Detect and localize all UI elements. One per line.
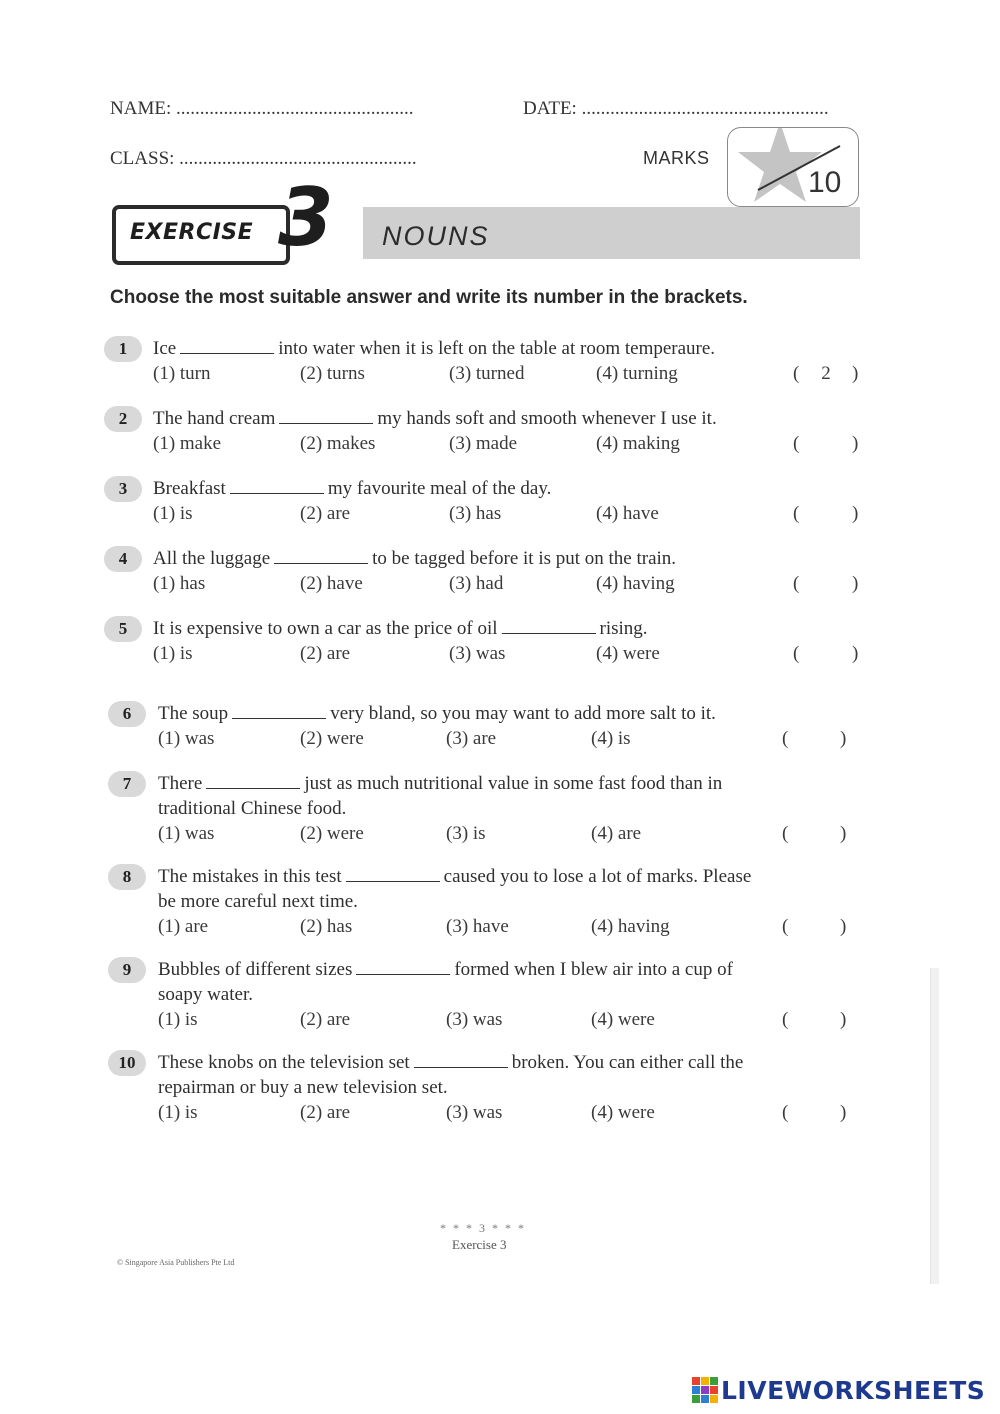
stem-text-before-blank: Ice [153, 338, 177, 359]
stem-text-after-blank: broken. You can either call the [511, 1052, 744, 1073]
date-field [523, 98, 829, 120]
answer-option: (2) are [300, 1102, 351, 1123]
stem-text-before-blank: These knobs on the television set [158, 1052, 410, 1073]
stem-text-before-blank: Bubbles of different sizes [158, 959, 353, 980]
answer-bracket-close: ) [852, 363, 859, 384]
answer-bracket-open: ( [782, 1102, 789, 1123]
question-stem [158, 703, 716, 725]
answer-option: (2) turns [300, 363, 365, 384]
marks-total: 10 [808, 166, 842, 199]
answer-bracket-close: ) [840, 916, 847, 937]
stem-text-after-blank: formed when I blew air into a cup of [454, 959, 733, 980]
answer-blank [230, 479, 324, 494]
stem-text-before-blank: All the luggage [153, 548, 271, 569]
question-number: 1 [104, 336, 142, 362]
question-stem [153, 338, 715, 360]
answer-option: (3) was [446, 1102, 503, 1123]
question-stem-continued: traditional Chinese food. [158, 798, 347, 819]
stem-text-before-blank: The mistakes in this test [158, 866, 342, 887]
answer-option: (3) turned [449, 363, 525, 384]
question-number: 9 [108, 957, 146, 983]
answer-option: (1) turn [153, 363, 211, 384]
answer-option: (4) were [591, 1009, 655, 1030]
stem-text-before-blank: It is expensive to own a car as the price of oil [153, 618, 498, 639]
answer-bracket-open: ( [793, 573, 800, 594]
answer-option: (2) are [300, 643, 351, 664]
question-number: 6 [108, 701, 146, 727]
question-stem [153, 478, 551, 500]
answer-option: (1) are [158, 916, 209, 937]
answer-bracket-close: ) [852, 643, 859, 664]
question-stem-continued: repairman or buy a new television set. [158, 1077, 448, 1098]
answer-option: (3) had [449, 573, 504, 594]
scrollbar[interactable] [930, 968, 939, 1284]
answer-option: (4) were [591, 1102, 655, 1123]
answer-option: (1) is [153, 503, 193, 524]
answer-option: (2) were [300, 823, 364, 844]
answer-option: (1) was [158, 823, 215, 844]
question-number: 10 [108, 1050, 146, 1076]
answer-option: (3) are [446, 728, 497, 749]
question-number: 8 [108, 864, 146, 890]
footer-exercise-label: Exercise 3 [452, 1237, 507, 1252]
class-field [110, 148, 417, 170]
answer-bracket-close: ) [840, 1009, 847, 1030]
instruction-text: Choose the most suitable answer and write its number in the brackets. [110, 287, 748, 308]
answer-blank [279, 409, 373, 424]
exercise-number: 3 [278, 171, 334, 264]
stem-text-after-blank: my hands soft and smooth whenever I use it. [377, 408, 717, 429]
liveworksheets-logo[interactable] [692, 1374, 985, 1406]
section-title: NOUNS [382, 221, 490, 251]
question-number: 3 [104, 476, 142, 502]
answer-option: (2) has [300, 916, 353, 937]
answer-option: (2) were [300, 728, 364, 749]
name-dots: .................................................. [175, 98, 414, 119]
stem-text-before-blank: Breakfast [153, 478, 226, 499]
answer-bracket-close: ) [852, 433, 859, 454]
answer-option: (3) made [449, 433, 518, 454]
date-label: DATE: [523, 98, 577, 119]
answer-bracket-close: ) [840, 728, 847, 749]
date-dots: .................................................... [581, 98, 829, 119]
answer-option: (4) were [596, 643, 660, 664]
answer-bracket-open: ( [782, 728, 789, 749]
question-stem [158, 866, 751, 888]
answer-option: (3) is [446, 823, 486, 844]
answer-blank [346, 867, 440, 882]
answer-bracket-open: ( [782, 916, 789, 937]
answer-blank [356, 960, 450, 975]
answer-option: (3) has [449, 503, 502, 524]
question-stem [158, 959, 733, 981]
question-number: 4 [104, 546, 142, 572]
answer-bracket-open: ( [782, 1009, 789, 1030]
logo-text: LIVEWORKSHEETS [721, 1375, 986, 1405]
answer-option: (3) have [446, 916, 509, 937]
stem-text-after-blank: rising. [599, 618, 648, 639]
answer-option: (1) was [158, 728, 215, 749]
answer-option: (1) make [153, 433, 222, 454]
answer-bracket-open: ( [793, 433, 800, 454]
stem-text-before-blank: The hand cream [153, 408, 276, 429]
question-stem [153, 408, 717, 430]
answer-blank [502, 619, 596, 634]
stem-text-before-blank: There [158, 773, 203, 794]
answer-option: (1) is [158, 1009, 198, 1030]
question-stem-continued: be more careful next time. [158, 891, 358, 912]
page-number: * * * 3 * * * [440, 1221, 526, 1235]
answer-option: (2) have [300, 573, 363, 594]
answer-blank [414, 1053, 508, 1068]
answer-bracket-open: ( [793, 643, 800, 664]
answer-option: (4) having [596, 573, 675, 594]
question-number: 7 [108, 771, 146, 797]
stem-text-after-blank: very bland, so you may want to add more salt to it. [330, 703, 716, 724]
answer-bracket-close: ) [852, 573, 859, 594]
stem-text-before-blank: The soup [158, 703, 229, 724]
answer-blank [232, 704, 326, 719]
copyright-text: © Singapore Asia Publishers Pte Ltd [117, 1258, 235, 1267]
question-number: 2 [104, 406, 142, 432]
logo-icon [692, 1376, 718, 1404]
answer-option: (1) has [153, 573, 206, 594]
question-number: 5 [104, 616, 142, 642]
question-stem [153, 548, 676, 570]
answer-option: (4) have [596, 503, 659, 524]
answer-option: (2) are [300, 1009, 351, 1030]
stem-text-after-blank: to be tagged before it is put on the train. [372, 548, 677, 569]
answer-option: (4) having [591, 916, 670, 937]
exercise-word: EXERCISE [130, 220, 254, 245]
answer-option: (4) are [591, 823, 642, 844]
question-stem-continued: soapy water. [158, 984, 253, 1005]
stem-text-after-blank: just as much nutritional value in some fast food than in [304, 773, 723, 794]
question-stem [153, 618, 648, 640]
class-label: CLASS: [110, 148, 175, 169]
answer-blank [274, 549, 368, 564]
answer-option: (4) is [591, 728, 631, 749]
answer-input[interactable]: 2 [821, 363, 831, 384]
question-stem [158, 773, 722, 795]
answer-bracket-open: ( [793, 363, 800, 384]
answer-option: (1) is [158, 1102, 198, 1123]
answer-bracket-open: ( [793, 503, 800, 524]
answer-option: (3) was [446, 1009, 503, 1030]
class-dots: .................................................. [179, 148, 417, 169]
answer-option: (4) turning [596, 363, 678, 384]
stem-text-after-blank: into water when it is left on the table at room temperaure. [278, 338, 716, 359]
answer-bracket-close: ) [840, 823, 847, 844]
answer-blank [206, 774, 300, 789]
answer-blank [180, 339, 274, 354]
stem-text-after-blank: my favourite meal of the day. [327, 478, 552, 499]
answer-option: (2) are [300, 503, 351, 524]
stem-text-after-blank: caused you to lose a lot of marks. Please [443, 866, 752, 887]
answer-option: (1) is [153, 643, 193, 664]
name-label: NAME: [110, 98, 172, 119]
answer-bracket-close: ) [852, 503, 859, 524]
answer-bracket-close: ) [840, 1102, 847, 1123]
answer-bracket-open: ( [782, 823, 789, 844]
answer-option: (4) making [596, 433, 680, 454]
answer-option: (2) makes [300, 433, 376, 454]
name-field [110, 98, 413, 120]
marks-label: MARKS [643, 148, 710, 168]
answer-option: (3) was [449, 643, 506, 664]
question-stem [158, 1052, 743, 1074]
